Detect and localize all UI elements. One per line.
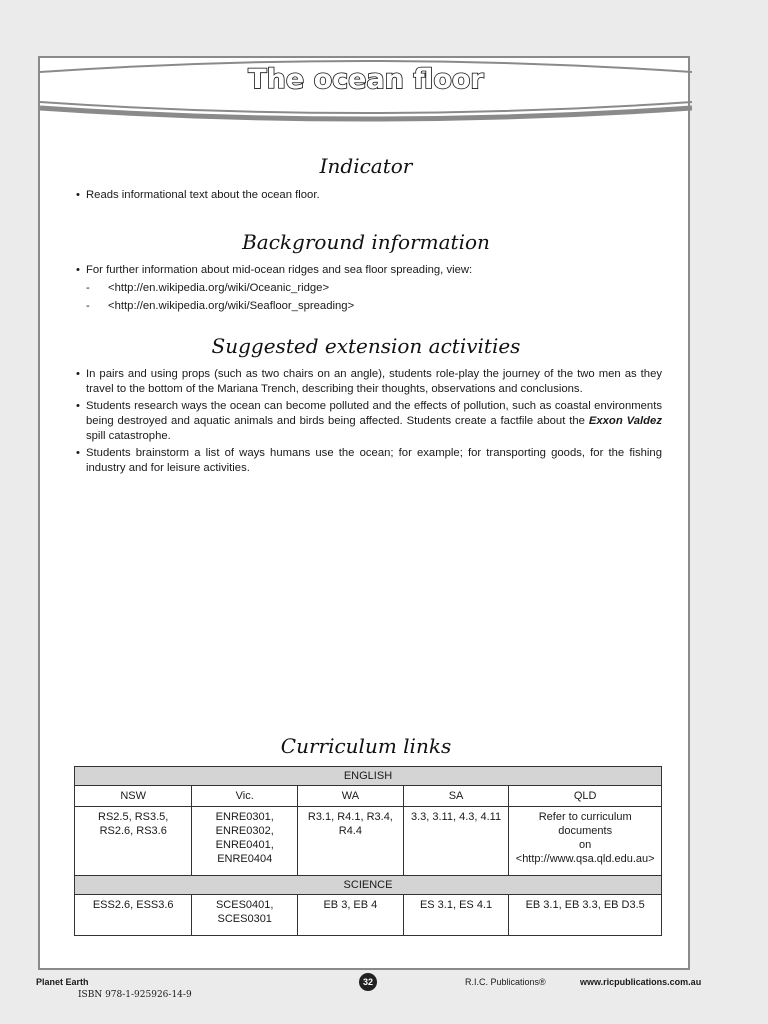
science-label: SCIENCE (75, 876, 662, 895)
extension-item: • Students research ways the ocean can become polluted and the effects of pollution, such as coastal environments being destroyed and aquatic animals and birds being affected. Students create a factfile about the Exxon Valdez spill catastrophe. (76, 399, 662, 444)
column-header: NSW (75, 786, 192, 807)
link-seafloor-spreading[interactable]: <http://en.wikipedia.org/wiki/Seafloor_spreading> (108, 300, 355, 312)
english-cell: RS2.5, RS3.5, RS2.6, RS3.6 (75, 807, 192, 876)
indicator-list (76, 188, 662, 205)
indicator-heading: Indicator (319, 154, 413, 178)
english-cell: ENRE0301, ENRE0302, ENRE0401, ENRE0404 (192, 807, 298, 876)
column-header: WA (298, 786, 404, 807)
column-header: Vic. (192, 786, 298, 807)
link-oceanic-ridge[interactable]: <http://en.wikipedia.org/wiki/Oceanic_ridge> (108, 282, 330, 294)
indicator-item: • Reads informational text about the ocean floor. (76, 188, 662, 203)
curriculum-table (74, 766, 662, 936)
publisher-website[interactable]: www.ricpublications.com.au (580, 977, 702, 987)
background-list (76, 263, 662, 317)
publisher-name: R.I.C. Publications® (465, 977, 546, 987)
background-heading: Background information (242, 230, 490, 254)
english-cell: 3.3, 3.11, 4.3, 4.11 (403, 807, 509, 876)
curriculum-heading: Curriculum links (280, 734, 452, 758)
science-cell: ESS2.6, ESS3.6 (75, 895, 192, 936)
english-section-row (75, 767, 662, 786)
column-header-row (75, 786, 662, 807)
extension-heading: Suggested extension activities (211, 334, 521, 358)
english-data-row (75, 807, 662, 876)
isbn: ISBN 978-1-925926-14-9 (78, 990, 192, 1000)
science-cell: ES 3.1, ES 4.1 (403, 895, 509, 936)
exxon-valdez-emphasis: Exxon Valdez (588, 415, 662, 427)
column-header: SA (403, 786, 509, 807)
science-data-row (75, 895, 662, 936)
english-cell: R3.1, R4.1, R3.4, R4.4 (298, 807, 404, 876)
science-cell: EB 3, EB 4 (298, 895, 404, 936)
background-link-item: - <http://en.wikipedia.org/wiki/Oceanic_ridge> (86, 282, 330, 294)
title-banner (40, 58, 692, 128)
column-header: QLD (509, 786, 662, 807)
science-cell: EB 3.1, EB 3.3, EB D3.5 (509, 895, 662, 936)
science-cell: SCES0401, SCES0301 (192, 895, 298, 936)
page-title: The ocean floor (248, 64, 484, 95)
science-section-row (75, 876, 662, 895)
extension-item: • In pairs and using props (such as two chairs on an angle), students role-play the journey of the two men as they travel to the bottom of the Mariana Trench, describing their thoughts, observations and conclusions. (76, 367, 662, 397)
worksheet-page (38, 56, 690, 970)
extension-list (76, 367, 662, 478)
english-cell: Refer to curriculum documents on <http://www.qsa.qld.edu.au> (509, 807, 662, 876)
background-link-item: - <http://en.wikipedia.org/wiki/Seafloor_spreading> (86, 300, 355, 312)
page-number-badge: 32 (359, 973, 377, 991)
book-title: Planet Earth (36, 977, 89, 987)
background-intro: • For further information about mid-ocean ridges and sea floor spreading, view: (76, 263, 662, 278)
english-label: ENGLISH (75, 767, 662, 786)
extension-item: • Students brainstorm a list of ways humans use the ocean; for example; for transporting goods, for the fishing industry and for leisure activities. (76, 446, 662, 476)
